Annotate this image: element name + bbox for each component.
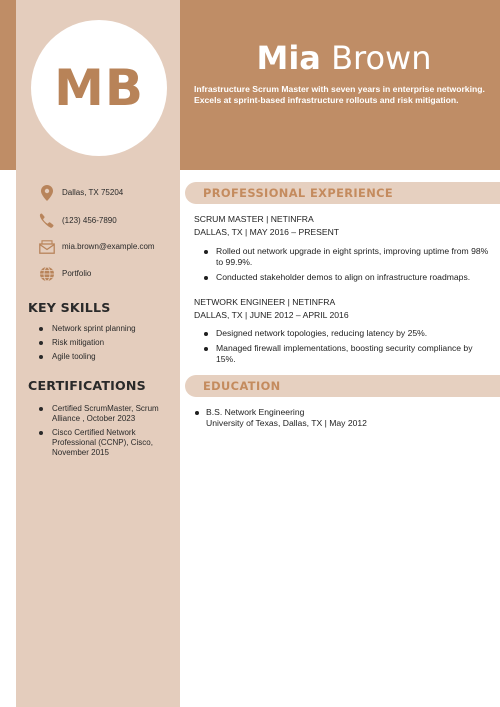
globe-icon bbox=[38, 265, 55, 282]
certifications-heading: CERTIFICATIONS bbox=[28, 378, 146, 393]
envelope-icon bbox=[38, 238, 55, 255]
job-meta: DALLAS, TX | MAY 2016 – PRESENT bbox=[194, 227, 340, 237]
contact-location bbox=[38, 184, 123, 201]
list-item: Rolled out network upgrade in eight sprints, improving uptime from 98% to 99.9%. bbox=[202, 246, 492, 268]
candidate-name bbox=[194, 38, 494, 78]
job-meta: DALLAS, TX | JUNE 2012 – APRIL 2016 bbox=[194, 310, 349, 320]
job-bullets bbox=[202, 246, 492, 287]
last-name: Brown bbox=[331, 39, 432, 77]
degree: B.S. Network Engineering bbox=[194, 407, 484, 418]
contact-portfolio[interactable] bbox=[38, 265, 91, 282]
certifications-list bbox=[38, 404, 170, 462]
education-header bbox=[185, 375, 500, 397]
list-item: Network sprint planning bbox=[38, 324, 170, 334]
phone-text: (123) 456-7890 bbox=[62, 216, 117, 225]
education-entry bbox=[194, 407, 484, 429]
school: University of Texas, Dallas, TX | May 2012 bbox=[206, 418, 367, 428]
key-skills-list bbox=[38, 324, 170, 366]
email-text[interactable]: mia.brown@example.com bbox=[62, 242, 155, 251]
contact-phone bbox=[38, 212, 117, 229]
list-item: Managed firewall implementations, boosting security compliance by 15%. bbox=[202, 343, 492, 365]
list-item: Designed network topologies, reducing latency by 25%. bbox=[202, 328, 492, 339]
job-bullets bbox=[202, 328, 492, 369]
job-title: NETWORK ENGINEER | NETINFRA bbox=[194, 297, 336, 307]
key-skills-heading: KEY SKILLS bbox=[28, 300, 111, 315]
professional-experience-header bbox=[185, 182, 500, 204]
monogram-avatar bbox=[31, 20, 167, 156]
list-item: Cisco Certified Network Professional (CCNP), Cisco, November 2015 bbox=[38, 428, 170, 458]
initials: MB bbox=[54, 59, 144, 117]
location-pin-icon bbox=[38, 184, 55, 201]
list-item: Agile tooling bbox=[38, 352, 170, 362]
phone-icon bbox=[38, 212, 55, 229]
job-title: SCRUM MASTER | NETINFRA bbox=[194, 214, 314, 224]
location-text: Dallas, TX 75204 bbox=[62, 188, 124, 197]
section-title: EDUCATION bbox=[203, 379, 281, 393]
list-item: Conducted stakeholder demos to align on infrastructure roadmaps. bbox=[202, 272, 492, 283]
portfolio-link[interactable]: Portfolio bbox=[62, 269, 92, 278]
list-item: Certified ScrumMaster, Scrum Alliance , October 2023 bbox=[38, 404, 170, 424]
first-name: Mia bbox=[256, 39, 321, 77]
list-item: Risk mitigation bbox=[38, 338, 170, 348]
contact-email[interactable] bbox=[38, 238, 155, 255]
section-title: PROFESSIONAL EXPERIENCE bbox=[203, 186, 394, 200]
profile-summary: Infrastructure Scrum Master with seven years in enterprise networking. Excels at sprint-based infrastructure rollouts and risk mitigation. bbox=[194, 84, 485, 105]
